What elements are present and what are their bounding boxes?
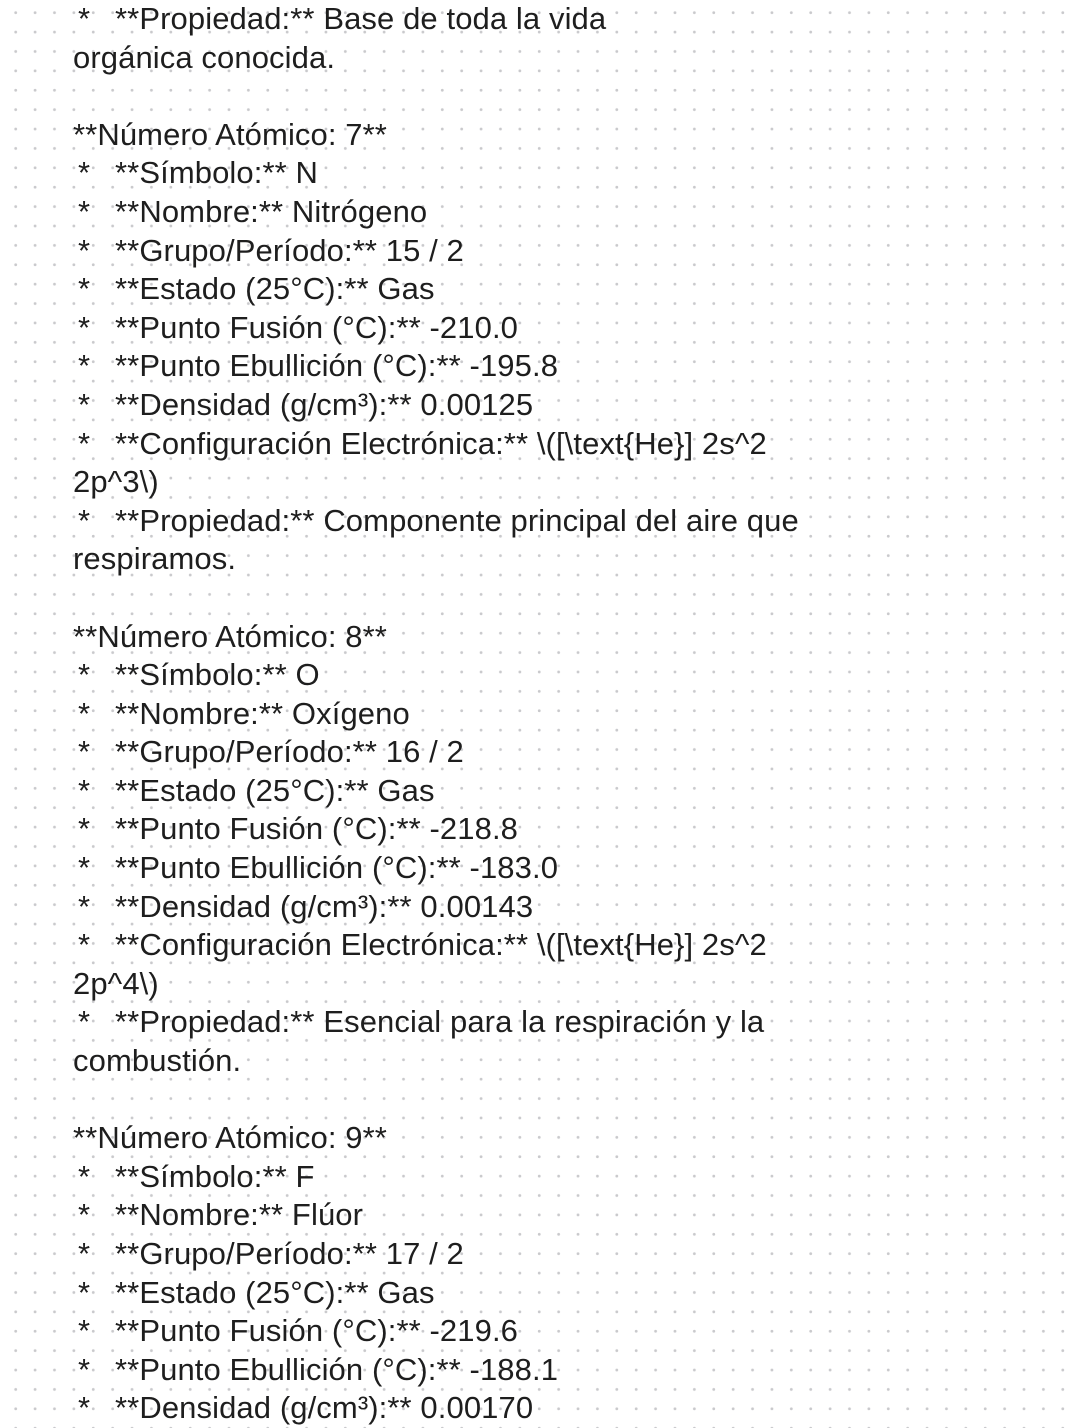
bullet-line xyxy=(73,1003,973,1042)
bullet-marker: * xyxy=(78,1390,91,1426)
bullet-marker: * xyxy=(78,1158,91,1194)
bullet-line xyxy=(73,849,973,888)
bullet-marker: * xyxy=(78,657,91,693)
bullet-line xyxy=(73,154,973,193)
bullet-marker: * xyxy=(78,734,91,770)
bullet-text: **Propiedad:** Esencial para la respiración y la xyxy=(115,1004,765,1040)
blank-line xyxy=(73,1081,973,1120)
bullet-marker: * xyxy=(78,425,91,461)
bullet-text: **Configuración Electrónica:** \([\text{He}] 2s^2 xyxy=(115,927,767,963)
bullet-text: **Nombre:** Oxígeno xyxy=(115,695,410,731)
bullet-line xyxy=(73,193,973,232)
continuation-line: 2p^4\) xyxy=(73,965,159,1001)
bullet-line xyxy=(73,502,973,541)
bullet-marker: * xyxy=(78,1351,91,1387)
bullet-line xyxy=(73,270,973,309)
bullet-text: **Punto Ebullición (°C):** -188.1 xyxy=(115,1351,559,1387)
bullet-text: **Propiedad:** Componente principal del aire que xyxy=(115,502,799,538)
bullet-line xyxy=(73,926,973,965)
bullet-line xyxy=(73,0,973,39)
bullet-marker: * xyxy=(78,927,91,963)
bullet-marker: * xyxy=(78,888,91,924)
bullet-marker: * xyxy=(78,193,91,229)
element-heading: **Número Atómico: 9** xyxy=(73,1120,387,1156)
bullet-text: **Grupo/Período:** 16 / 2 xyxy=(115,734,464,770)
bullet-marker: * xyxy=(78,232,91,268)
bullet-line xyxy=(73,1312,973,1351)
bullet-line xyxy=(73,1235,973,1274)
bullet-marker: * xyxy=(78,1004,91,1040)
bullet-line xyxy=(73,309,973,348)
bullet-text: **Punto Ebullición (°C):** -195.8 xyxy=(115,348,559,384)
continuation-line: combustión. xyxy=(73,1043,242,1079)
bullet-text: **Densidad (g/cm³):** 0.00143 xyxy=(115,888,534,924)
bullet-text: **Símbolo:** F xyxy=(115,1158,315,1194)
bullet-text: **Punto Fusión (°C):** -218.8 xyxy=(115,811,518,847)
bullet-line xyxy=(73,1196,973,1235)
bullet-text: **Símbolo:** O xyxy=(115,657,320,693)
bullet-marker: * xyxy=(78,772,91,808)
bullet-text: **Densidad (g/cm³):** 0.00125 xyxy=(115,386,534,422)
bullet-text: **Configuración Electrónica:** \([\text{He}] 2s^2 xyxy=(115,425,767,461)
bullet-marker: * xyxy=(78,1197,91,1233)
bullet-text: **Nombre:** Nitrógeno xyxy=(115,193,428,229)
bullet-marker: * xyxy=(78,309,91,345)
bullet-line xyxy=(73,386,973,425)
bullet-marker: * xyxy=(78,850,91,886)
bullet-line xyxy=(73,1351,973,1390)
bullet-marker: * xyxy=(78,1,91,36)
bullet-marker: * xyxy=(78,695,91,731)
blank-line xyxy=(73,579,973,618)
bullet-marker: * xyxy=(78,1313,91,1349)
bullet-line xyxy=(73,232,973,271)
bullet-text: **Densidad (g/cm³):** 0.00170 xyxy=(115,1390,534,1426)
bullet-text: **Punto Fusión (°C):** -210.0 xyxy=(115,309,518,345)
bullet-marker: * xyxy=(78,271,91,307)
element-heading: **Número Atómico: 8** xyxy=(73,618,387,654)
bullet-marker: * xyxy=(78,811,91,847)
bullet-marker: * xyxy=(78,1236,91,1271)
bullet-line xyxy=(73,733,973,772)
bullet-line xyxy=(73,888,973,927)
continuation-line: orgánica conocida. xyxy=(73,39,336,75)
continuation-line: respiramos. xyxy=(73,541,237,577)
bullet-text: **Grupo/Período:** 15 / 2 xyxy=(115,232,464,268)
bullet-text: **Símbolo:** N xyxy=(115,155,318,191)
bullet-marker: * xyxy=(78,386,91,422)
bullet-text: **Estado (25°C):** Gas xyxy=(115,772,435,808)
bullet-text: **Estado (25°C):** Gas xyxy=(115,1274,435,1310)
bullet-text: **Propiedad:** Base de toda la vida xyxy=(115,1,607,36)
bullet-marker: * xyxy=(78,1274,91,1310)
bullet-line xyxy=(73,656,973,695)
bullet-line xyxy=(73,695,973,734)
bullet-text: **Nombre:** Flúor xyxy=(115,1197,364,1233)
bullet-line xyxy=(73,1158,973,1197)
bullet-marker: * xyxy=(78,502,91,538)
bullet-text: **Estado (25°C):** Gas xyxy=(115,271,435,307)
bullet-line xyxy=(73,425,973,464)
bullet-text: **Punto Ebullición (°C):** -183.0 xyxy=(115,850,559,886)
note-text-body[interactable] xyxy=(73,0,973,1428)
bullet-marker: * xyxy=(78,348,91,384)
bullet-line xyxy=(73,347,973,386)
bullet-line xyxy=(73,1274,973,1313)
element-heading: **Número Atómico: 7** xyxy=(73,116,387,152)
bullet-text: **Grupo/Período:** 17 / 2 xyxy=(115,1236,464,1271)
continuation-line: 2p^3\) xyxy=(73,464,159,500)
blank-line xyxy=(73,77,973,116)
bullet-line xyxy=(73,772,973,811)
bullet-marker: * xyxy=(78,155,91,191)
bullet-line xyxy=(73,810,973,849)
bullet-text: **Punto Fusión (°C):** -219.6 xyxy=(115,1313,518,1349)
bullet-line xyxy=(73,1389,973,1428)
